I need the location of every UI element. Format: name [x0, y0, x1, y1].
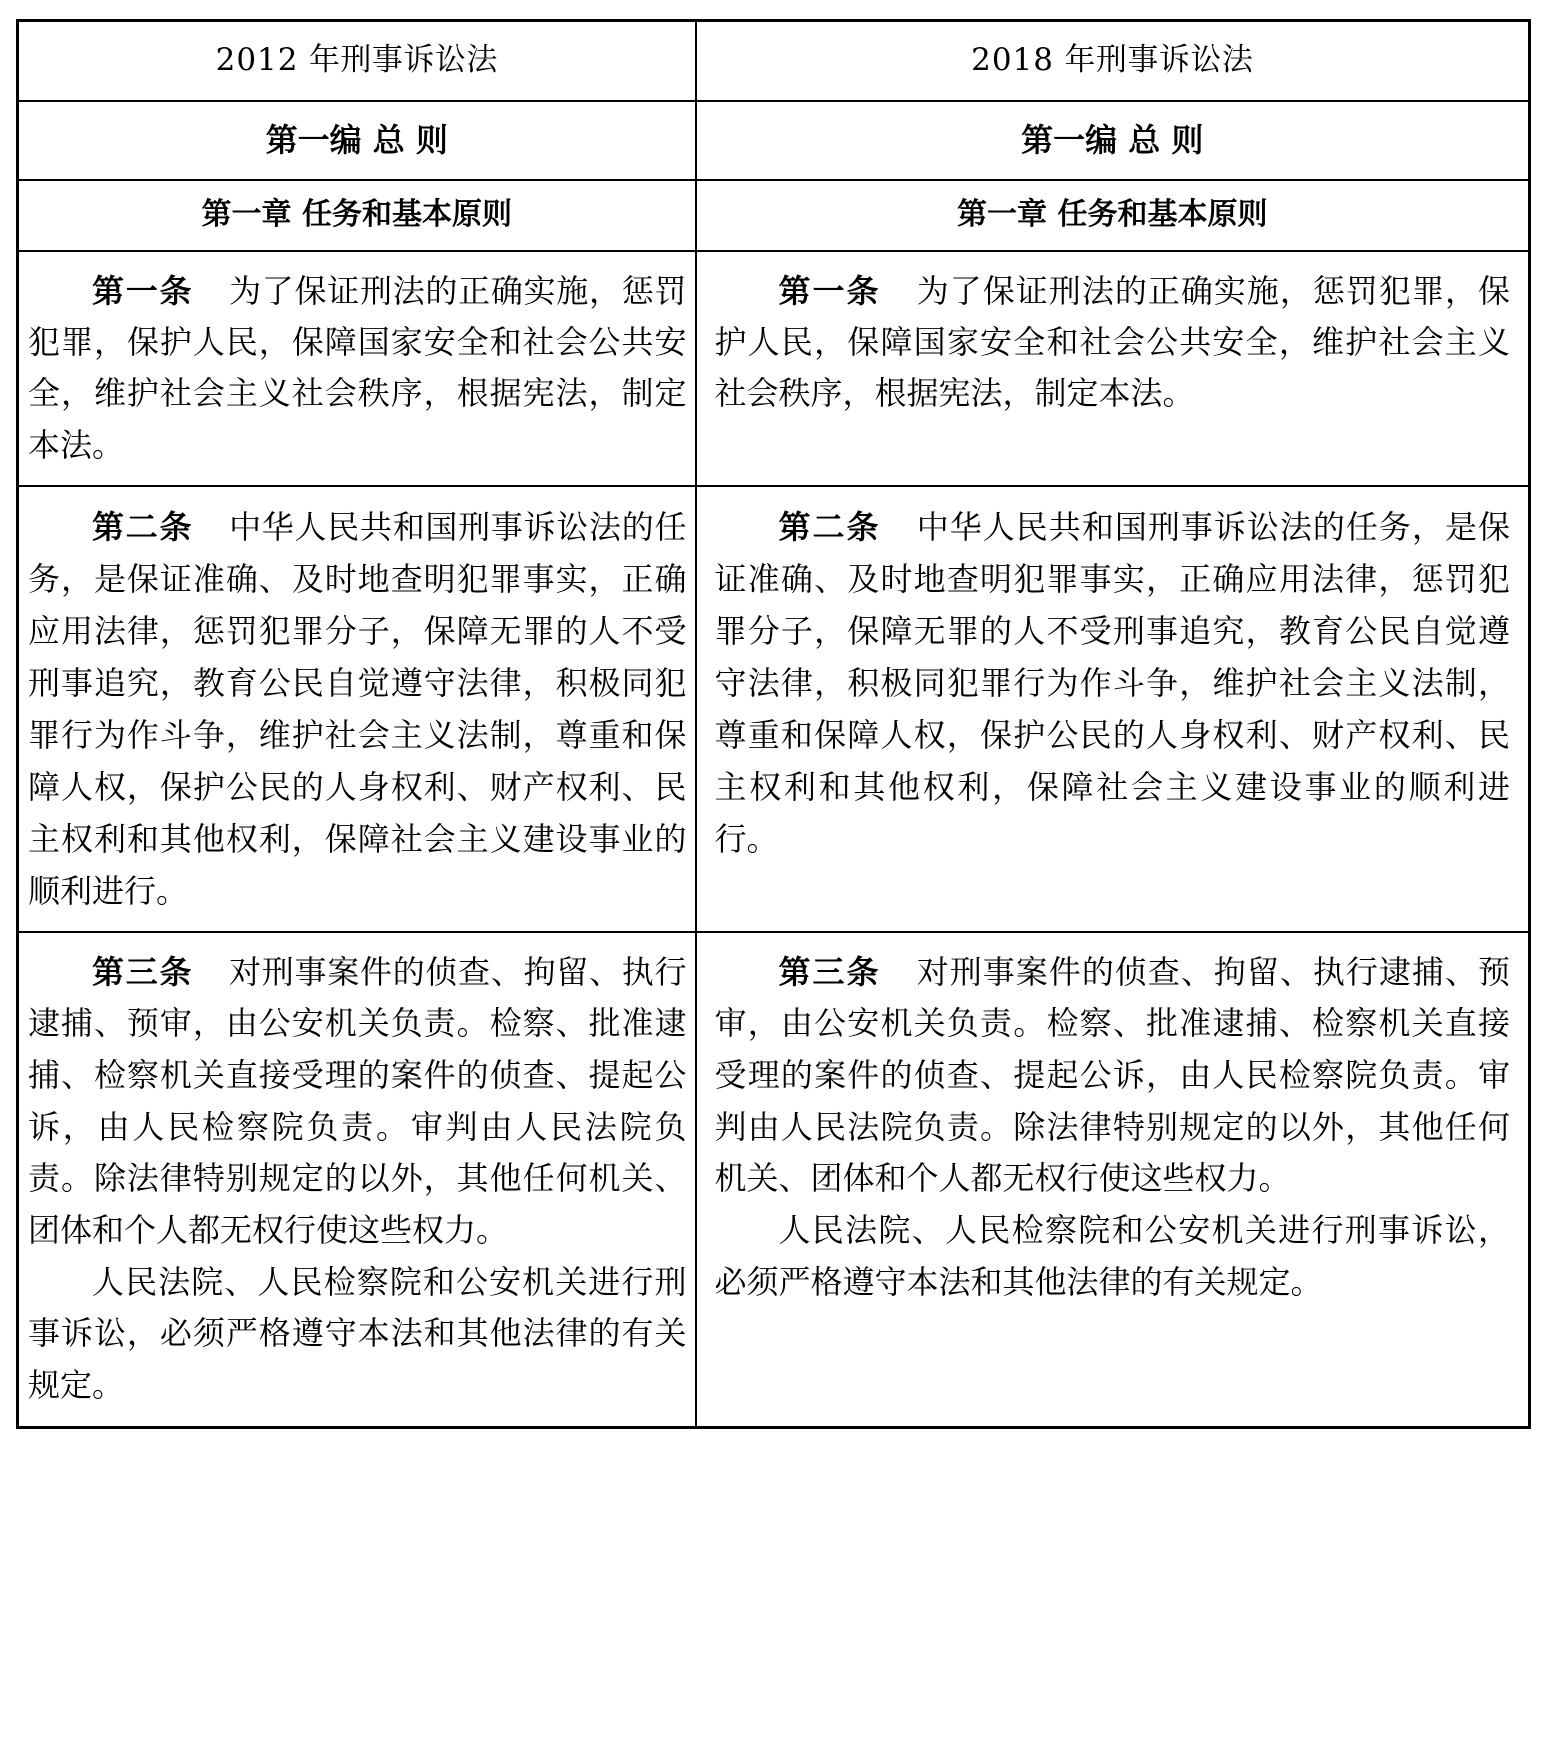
article-2-cell-2018 [696, 486, 1530, 932]
article-2-paragraph-2012 [28, 501, 687, 917]
article-3-paragraph-2-2018: 人民法院、人民检察院和公安机关进行刑事诉讼，必须严格遵守本法和其他法律的有关规定。 [714, 1211, 1510, 1301]
law-comparison-table [16, 19, 1531, 1429]
article-3-paragraph-2-2012: 人民法院、人民检察院和公安机关进行刑事诉讼，必须严格遵守本法和其他法律的有关规定。 [28, 1262, 687, 1405]
article-2-text-2018: 中华人民共和国刑事诉讼法的任务，是保证准确、及时地查明犯罪事实，正确应用法律，惩罚犯罪分子，保障无罪的人不受刑事追究，教育公民自觉遵守法律，积极同犯罪行为作斗争，维护社会主义法制，尊重和保障人权，保护公民的人身权利、财产权利、民主权利和其他权利，保障社会主义建设事业的顺利进行。 [714, 507, 1510, 858]
article-3-text1-2012: 对刑事案件的侦查、拘留、执行逮捕、预审，由公安机关负责。检察、批准逮捕、检察机关直接受理的案件的侦查、提起公诉，由人民检察院负责。审判由人民法院负责。除法律特别规定的以外，其他任何机关、团体和个人都无权行使这些权力。 [28, 952, 687, 1250]
table-row-article-3 [18, 932, 1530, 1428]
article-3-cell-2018 [696, 932, 1530, 1428]
article-1-cell-2012 [18, 251, 696, 486]
column-header-2012 [18, 21, 696, 102]
article-2-label-2012: 第二条 [92, 507, 194, 546]
article-1-label-2018: 第一条 [778, 272, 881, 310]
law-year-2018: 2018 [971, 42, 1055, 78]
column-header-2018 [696, 21, 1530, 102]
article-2-cell-2012 [18, 486, 696, 932]
article-2-paragraph-2018 [715, 501, 1511, 865]
law-title-2012: 年刑事诉讼法 [308, 42, 498, 78]
article-1-text-2018: 为了保证刑法的正确实施，惩罚犯罪，保护人民，保障国家安全和社会公共安全，维护社会主义社会秩序，根据宪法，制定本法。 [714, 272, 1510, 413]
article-1-paragraph-2018 [715, 266, 1511, 420]
article-1-paragraph-2012 [28, 266, 687, 471]
chapter-heading-right: 第一章 任务和基本原则 [696, 180, 1530, 251]
article-3-label-2012: 第三条 [92, 952, 194, 991]
article-3-label-2018: 第三条 [778, 952, 881, 991]
article-1-cell-2018 [696, 251, 1530, 486]
article-2-text-2012: 中华人民共和国刑事诉讼法的任务，是保证准确、及时地查明犯罪事实，正确应用法律，惩罚犯罪分子，保障无罪的人不受刑事追究，教育公民自觉遵守法律，积极同犯罪行为作斗争，维护社会主义法制，尊重和保障人权，保护公民的人身权利、财产权利、民主权利和其他权利，保障社会主义建设事业的顺利进行。 [28, 507, 687, 910]
table-row-chapter-heading [18, 180, 1530, 251]
article-3-cell-2012 [18, 932, 696, 1428]
law-title-2018: 年刑事诉讼法 [1064, 42, 1254, 78]
table-row-article-1 [18, 251, 1530, 486]
table-row-article-2 [18, 486, 1530, 932]
article-1-label-2012: 第一条 [92, 272, 194, 310]
chapter-heading-left: 第一章 任务和基本原则 [18, 180, 696, 251]
article-3-text1-2018: 对刑事案件的侦查、拘留、执行逮捕、预审，由公安机关负责。检察、批准逮捕、检察机关直接受理的案件的侦查、提起公诉，由人民检察院负责。审判由人民法院负责。除法律特别规定的以外，其他任何机关、团体和个人都无权行使这些权力。 [714, 952, 1510, 1198]
table-row-part-heading [18, 101, 1530, 180]
article-2-label-2018: 第二条 [778, 507, 881, 546]
part-heading-right: 第一编 总 则 [696, 101, 1530, 180]
article-1-text-2012: 为了保证刑法的正确实施，惩罚犯罪，保护人民，保障国家安全和社会公共安全，维护社会主义社会秩序，根据宪法，制定本法。 [28, 272, 687, 464]
law-year-2012: 2012 [215, 42, 299, 78]
article-3-paragraph-1-2012 [28, 947, 687, 1257]
article-3-paragraph-1-2018 [715, 947, 1511, 1205]
part-heading-left: 第一编 总 则 [18, 101, 696, 180]
table-row-law-titles [18, 21, 1530, 102]
